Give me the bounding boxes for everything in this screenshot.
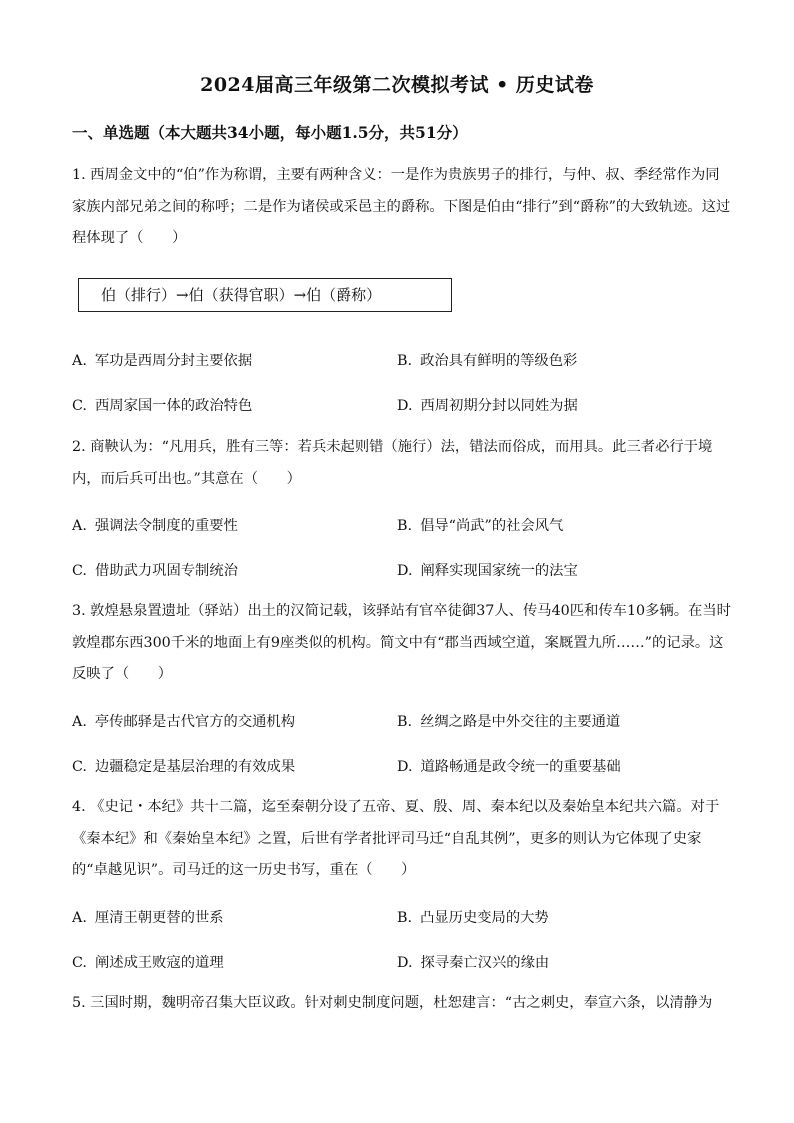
- question-3-option-b[interactable]: [397, 711, 620, 731]
- option-text: 政治具有鲜明的等级色彩: [420, 353, 578, 369]
- option-label: A.: [72, 910, 87, 926]
- option-text: 倡导“尚武”的社会风气: [420, 518, 564, 534]
- option-text: 凸显历史变局的大势: [420, 910, 549, 926]
- option-label: B.: [397, 910, 413, 926]
- option-text: 亭传邮驿是古代官方的交通机构: [94, 714, 296, 730]
- option-text: 西周家国一体的政治特色: [94, 398, 253, 414]
- option-text: 西周初期分封以同姓为据: [420, 398, 578, 414]
- option-label: C.: [72, 563, 87, 579]
- question-3-stem: 3. 敦煌悬泉置遗址（驿站）出土的汉简记载，该驿站有官卒徒御37人、传马40匹和传车10多辆。在当时敦煌郡东西300千米的地面上有9座类似的机构。简文中有“郡当西域空道，案厩置九所……”的记录。这反映了（ ）: [72, 603, 731, 682]
- option-label: B.: [397, 353, 413, 369]
- question-1-option-a[interactable]: [72, 350, 252, 370]
- option-label: A.: [72, 518, 87, 534]
- question-1-stem: 1. 西周金文中的“伯”作为称谓，主要有两种含义：一是作为贵族男子的排行，与仲、叔、季经常作为同家族内部兄弟之间的称呼；二是作为诸侯或采邑主的爵称。下图是伯由“排行”到“爵称”的大致轨迹。这过程体现了（ ）: [72, 167, 731, 246]
- question-4-stem: 4. 《史记・本纪》共十二篇，迄至秦朝分设了五帝、夏、殷、周、秦本纪以及秦始皇本纪共六篇。对于《秦本纪》和《秦始皇本纪》之置，后世有学者批评司马迁“自乱其例”，更多的则认为它体现了史家的“卓越见识”。司马迁的这一历史书写，重在（ ）: [72, 799, 720, 878]
- option-label: B.: [397, 518, 413, 534]
- section-heading: 一、单选题（本大题共34小题，每小题1.5分，共51分）: [72, 123, 468, 142]
- question-3-option-a[interactable]: [72, 711, 295, 731]
- question-1-figure-box: 伯（排行）→伯（获得官职）→伯（爵称）: [78, 278, 452, 312]
- option-label: B.: [397, 714, 413, 730]
- option-label: D.: [397, 955, 413, 971]
- question-3-option-d[interactable]: [397, 756, 621, 776]
- option-label: C.: [72, 955, 87, 971]
- question-4-option-c[interactable]: [72, 952, 224, 972]
- question-2-option-d[interactable]: [397, 560, 578, 580]
- option-label: C.: [72, 759, 87, 775]
- exam-title: 2024届高三年级第二次模拟考试 • 历史试卷: [200, 74, 594, 96]
- question-4-option-d[interactable]: [397, 952, 549, 972]
- option-text: 借助武力巩固专制统治: [94, 563, 238, 579]
- question-1-option-d[interactable]: [397, 395, 578, 415]
- option-text: 阐释实现国家统一的法宝: [420, 563, 578, 579]
- option-text: 强调法令制度的重要性: [94, 518, 238, 534]
- option-label: D.: [397, 398, 413, 414]
- question-2-option-a[interactable]: [72, 515, 238, 535]
- question-4-option-a[interactable]: [72, 907, 224, 927]
- question-5-stem: 5. 三国时期，魏明帝召集大臣议政。针对刺史制度问题，杜恕建言：“古之刺史，奉宣六条，以清静为: [72, 995, 713, 1011]
- option-text: 道路畅通是政令统一的重要基础: [420, 759, 621, 775]
- question-2-option-c[interactable]: [72, 560, 238, 580]
- question-2-option-b[interactable]: [397, 515, 563, 535]
- option-label: C.: [72, 398, 87, 414]
- option-label: D.: [397, 563, 413, 579]
- option-text: 探寻秦亡汉兴的缘由: [420, 955, 550, 971]
- option-label: D.: [397, 759, 413, 775]
- option-text: 军功是西周分封主要依据: [94, 353, 253, 369]
- question-2-stem: 2. 商鞅认为：“凡用兵，胜有三等：若兵未起则错（施行）法，错法而俗成，而用具。此三者必行于境内，而后兵可出也。”其意在（ ）: [72, 439, 713, 487]
- option-text: 阐述成王败寇的道理: [94, 955, 224, 971]
- question-1-option-b[interactable]: [397, 350, 577, 370]
- option-label: A.: [72, 353, 87, 369]
- option-text: 厘清王朝更替的世系: [94, 910, 224, 926]
- option-text: 丝绸之路是中外交往的主要通道: [420, 714, 621, 730]
- option-label: A.: [72, 714, 87, 730]
- question-3-option-c[interactable]: [72, 756, 295, 776]
- option-text: 边疆稳定是基层治理的有效成果: [94, 759, 296, 775]
- question-4-option-b[interactable]: [397, 907, 549, 927]
- question-1-option-c[interactable]: [72, 395, 252, 415]
